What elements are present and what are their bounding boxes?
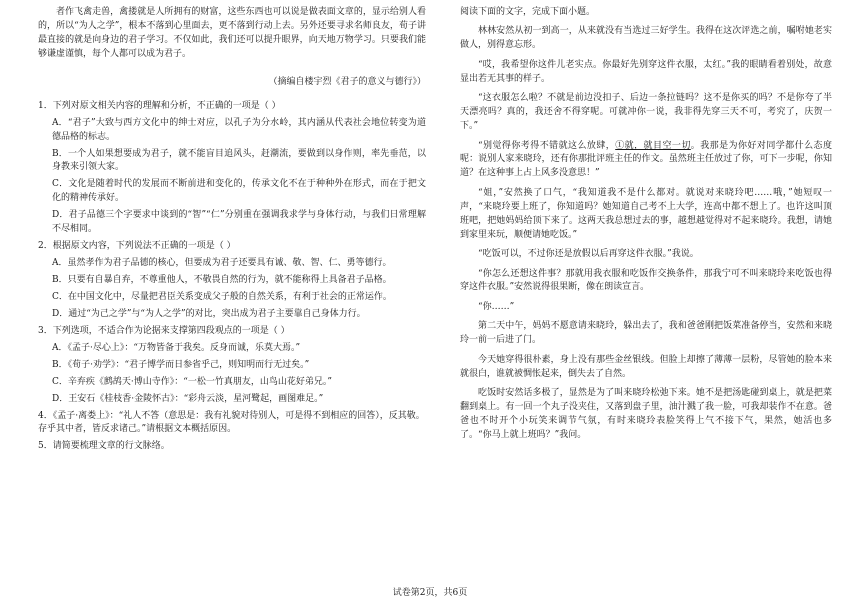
left-column [38,6,426,457]
story-paragraph: “别觉得你考得不错就这么放肆，①就，就目空一切。我那是为你好对同学都什么态度呢：说别人家来晓玲，还有你那批评班主任的作文。虽然班主任放过了你，可下一步呢，你知道？在这种事上占上风多没意思！” [460,140,832,179]
story-paragraph: 第二天中午，妈妈不愿意请来晓玲，躲出去了，我和爸爸刚把饭菜准备停当，安然和来晓玲一前一后进了门。 [460,321,832,346]
question-3-option-a: A．《孟子·尽心上》：“万物皆备于我矣。反身而诚，乐莫大焉。” [52,342,301,353]
source-citation: （摘编自楼宇烈《君子的意义与德行》） [268,76,426,87]
question-2-option-a: A．虽然孝作为君子品德的核心，但要成为君子还要具有诚、敬、智、仁、勇等德行。 [52,258,392,269]
question-1-stem: 1．下列对原文相关内容的理解和分析，不正确的一项是（ ） [38,100,281,111]
story-paragraph: “你……” [478,301,515,312]
question-1-option-a: A．“君子”大致与西方文化中的绅士对应，以孔子为分水岭，其内涵从代表社会地位转变为道德品格的标志。 [52,117,426,142]
question-5-stem: 5．请简要梳理文章的行文脉络。 [38,441,170,452]
question-1-option-c: C．文化是随着时代的发展而不断前进和变化的，传承文化不在于种种外在形式，而在于把文化的精神传承好。 [52,179,426,204]
page-footer: 试卷第2页，共6页 [392,588,468,598]
question-3-option-d: D．王安石《桂枝香·金陵怀古》：“彩舟云淡，星河鹭起，画图难足。” [52,393,324,404]
story-paragraph: 吃饭时安然话多极了，显然是为了叫来晓玲松弛下来。她不是把汤匙碰到桌上，就是把菜翻到桌上。有一回一个丸子没夹住，又落到盘子里，油汁溅了我一脸，可我却装作不在意。爸爸也不时开个小玩笑来调节气氛，有时来晓玲表脸笑得上气不接下气，果然，她活也多了。“你马上就上班吗？”我问。 [460,388,832,440]
question-1-option-d: D．君子品德三个字要求中谈到的“智”“仁”分别重在强调我求学与身体行动，与我们日常理解不尽相同。 [52,210,426,235]
right-column [460,6,832,448]
story-paragraph: “你怎么还想这件事？那就用我衣服和吃饭作交换条件，那我宁可不叫来晓玲来吃饭也得穿这件衣服。”安然说得很果断，像在朗读宣言。 [460,268,832,293]
story-paragraph: 林林安然从初一到高一，从来就没有当选过三好学生。我得在这次评选之前，嘱咐她老实做人，别得意忘形。 [460,26,832,51]
question-2-option-b: B．只要有自暴自弃，不尊重他人，不敬畏自然的行为，就不能称得上具备君子品格。 [52,275,392,285]
question-3-stem: 3．下列选项，不适合作为论据来支撑第四段观点的一项是（ ） [38,325,290,336]
story-paragraph: “吃饭可以，不过你还是放假以后再穿这件衣服。”我说。 [478,249,699,260]
question-1-option-b: B．一个人如果想要成为君子，就不能盲目追风头，赶潮流，要做到以身作则，率先垂范，以身教来引领大家。 [52,148,426,173]
question-2-stem: 2．根据原文内容，下列说法不正确的一项是（ ） [38,241,236,252]
story-paragraph: “这衣服怎么啦？不就是前边没扣子、后边一条拉链吗？这不是你买的吗？不是你夸了半天漂亮吗？真的，我还舍不得穿呢。可就冲你一说，我非得先穿三天不可，考究了，庆贺一下。” [460,93,832,132]
story-paragraph: 今天她穿得很朴素，身上没有那些金丝银线。但脸上却擦了薄薄一层粉，尽管她的脸本来就很白，谁就被惆怅起来，倒失去了自然。 [460,354,832,379]
underlined-phrase-1: ①就，就目空一切 [615,140,691,151]
question-2-option-d: D．通过“为己之学”与“为人之学”的对比，突出成为君子主要靠自己身体力行。 [52,308,366,319]
reading-instruction: 阅读下面的文字，完成下面小题。 [460,7,596,17]
story-paragraph: “姐，”安然换了口气，“我知道我不是什么都对。就说对来晓玲吧……哦，”她短叹一声，“来晓玲要上班了，你知道吗？她知道自己考不上大学，连高中都不想上了。也许这叫顶班吧，把她妈妈给顶下来了。这两天我总想过去的事，越想越觉得对不起来晓玲。我想，请她到家里来玩，顺便请她吃饭。” [460,187,832,240]
question-2-option-c: C．在中国文化中，尽量把君臣关系变成父子般的自然关系，有利于社会的正常运作。 [52,291,392,302]
question-3-option-c: C．辛弃疾《鹧鸪天·博山寺作》：“一松一竹真朋友，山鸟山花好弟兄。” [52,376,332,387]
question-3-option-b: B．《荀子·劝学》：“君子博学而日参省乎己，则知明而行无过矣。” [52,359,310,370]
intro-paragraph: 者作飞禽走兽，禽搂就是人所拥有的财富，这些东西也可以说是做表面文章的，显示给别人看的，所以“为人之学”，根本不落到心里面去，更不落到行动上去。另外还要寻求名师良友，荀子讲最直接的就是向身边的君子学习。不仅如此，我们还可以提升眼界，向天地万物学习。只要我们能够谦虚谨慎，每个人都可以成为君子。 [38,7,426,59]
story-paragraph: “哎，我希望你这件儿老实点。你最好先别穿这件衣服，太红。”我的眼睛看着别处，故意显出若无其事的样子。 [460,59,832,84]
question-4-stem: 4．《孟子·离娄上》：“礼人不答（意思是：我有礼貌对待别人，可是得不到相应的回答），反其敬。存乎其中者，皆反求诸己。”请根据文本概括原因。 [38,410,425,435]
